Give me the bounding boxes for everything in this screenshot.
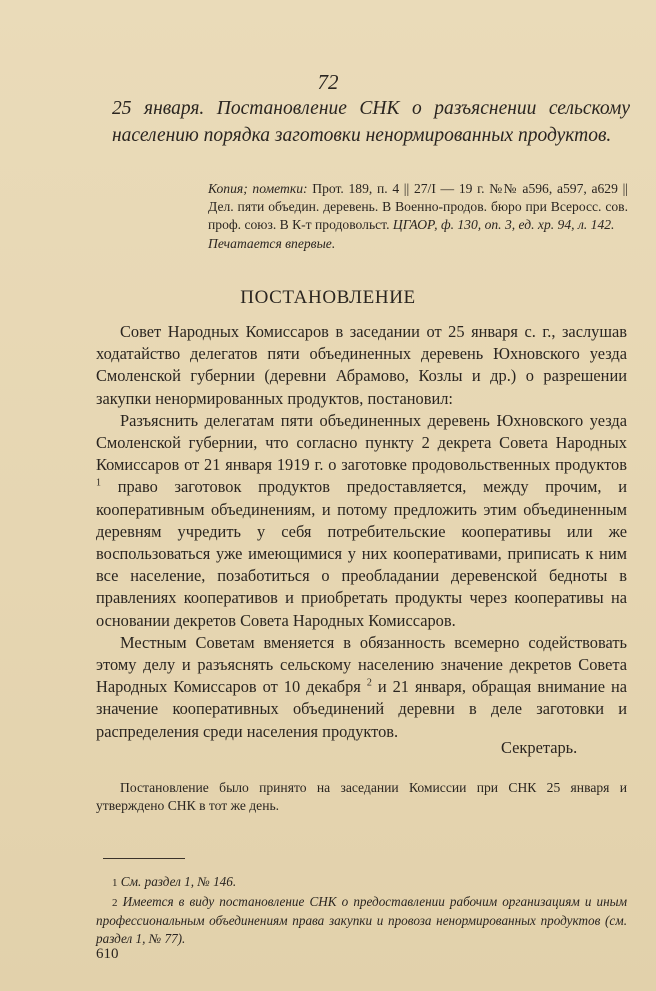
footnote-number: 2 <box>112 896 118 909</box>
footnote <box>96 873 627 893</box>
footnote-text: См. раздел 1, № 146. <box>120 874 237 889</box>
footnote-mark: 1 <box>96 477 101 489</box>
document-number: 72 <box>317 70 339 94</box>
source-text: Прот. 189, п. 4 || 27/I — 19 г. №№ а596, а597, а629 || Дел. пяти объедин. деревень. В Военно-продов. бюро при Всеросс. сов. проф. союз. В К-т продовольст. <box>208 181 629 232</box>
body-paragraph: Совет Народных Комиссаров в заседании от 25 января с. г., заслушав ходатайство делегатов пяти объединенных деревень Юхновского уезда Смоленской губернии (деревни Абрамово, Козлы и др.) о разрешении закупки ненормированных продуктов, постановил: <box>96 322 627 408</box>
footnote <box>96 893 627 948</box>
archive-reference: ЦГАОР, ф. 130, оп. 3, ед. хр. 94, л. 142. <box>392 217 615 232</box>
footnotes <box>96 873 627 947</box>
document-title: 25 января. Постановление СНК о разъяснении сельскому населению порядка заготовки ненормированных продуктов. <box>112 98 630 146</box>
page-number: 610 <box>96 946 119 962</box>
signature: Секретарь. <box>501 738 578 757</box>
footnote-divider <box>103 858 185 859</box>
publication-note: Печатается впервые. <box>208 236 336 251</box>
footnote-text: Имеется в виду постановление СНК о предоставлении рабочим организациям и иным профессиональным объединениям права закупки и провоза ненормированных продуктов (см. раздел 1, № 77). <box>96 893 628 946</box>
body-text: и 21 января, обращая внимание на значение кооперативных объединений деревни в деле заготовки и распределения среди населения продуктов. <box>96 677 628 741</box>
body-paragraph <box>96 410 627 632</box>
body-text: Разъяснить делегатам пяти объединенных деревень Юхновского уезда Смоленской губернии, что согласно пункту 2 декрета Совета Народных Комиссаров от 21 января 1919 г. о заготовке продовольственных продуктов <box>96 410 627 475</box>
body-text: право заготовок продуктов предоставляется, между прочим, и кооперативным объединениям, и потому предложить этим объединенным деревням учредить у себя потребительские кооперативы или же воспользоваться уже имеющимися у них кооперативами, приписать к ним все население, позаботиться о преобладании деревенской бедноты в правлениях кооперативов и приобретать продукты через кооперативы на основании декретов Совета Народных Комиссаров. <box>96 477 627 630</box>
body-text: Местным Советам вменяется в обязанность всемерно содействовать этому делу и разъяснять сельскому населению значение декретов Совета Народных Комиссаров от 10 декабря <box>96 632 627 697</box>
footnote-mark: 2 <box>366 677 372 689</box>
source-label: Копия; пометки: <box>208 181 308 196</box>
resolution-heading: ПОСТАНОВЛЕНИЕ <box>240 287 416 308</box>
adoption-note: Постановление было принято на заседании Комиссии при СНК 25 января и утверждено СНК в тот же день. <box>96 780 627 813</box>
source-note <box>208 180 628 234</box>
body-paragraph <box>96 632 627 743</box>
footnote-number: 1 <box>112 877 118 889</box>
resolution-body <box>96 321 627 743</box>
